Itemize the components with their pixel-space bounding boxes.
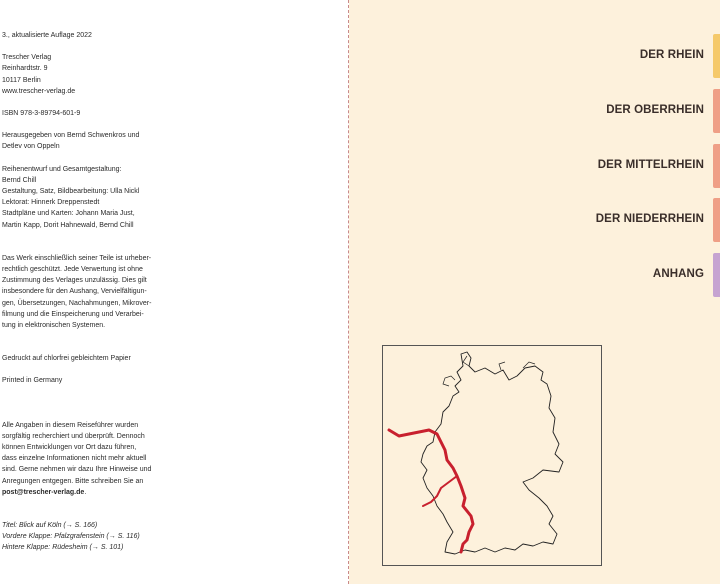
edition: 3., aktualisierte Auflage 2022 xyxy=(2,32,92,39)
credit-line: Titel: Blick auf Köln (→ S. 166) xyxy=(2,522,98,530)
imprint-page xyxy=(0,0,348,584)
copyright-line: filmung und die Einspeicherung und Verarbei- xyxy=(2,310,144,318)
copyright-line: Zustimmung des Verlages unzulässig. Dies gilt xyxy=(2,277,147,285)
isbn: ISBN 978-3-89794-601-9 xyxy=(2,110,81,118)
publisher-name: Trescher Verlag xyxy=(2,54,52,62)
image-credits xyxy=(2,520,162,553)
disclaimer-line: können Entwicklungen vor Ort dazu führen, xyxy=(2,444,137,452)
copyright-line: insbesondere für den Aushang, Vervielfältigun- xyxy=(2,288,147,296)
copyright-line: rechtlich geschützt. Jede Verwertung ist ohne xyxy=(2,266,143,274)
imprint-text xyxy=(2,30,162,553)
disclaimer-line: sorgfältig recherchiert und überprüft. Dennoch xyxy=(2,432,145,440)
credit-line: Hintere Klappe: Rüdesheim (→ S. 101) xyxy=(2,544,124,552)
design-line: Bernd Chill xyxy=(2,176,37,184)
disclaimer-email-line xyxy=(2,487,162,498)
coast-detail xyxy=(443,356,535,386)
chapter-anhang[interactable]: ANHANG xyxy=(652,268,704,280)
publisher-web-link[interactable]: www.trescher-verlag.de xyxy=(2,87,76,95)
copyright-line: tung in elektronischen Systemen. xyxy=(2,322,106,330)
chapter-tab-der-niederrhein[interactable] xyxy=(713,198,720,242)
rhine-tributary xyxy=(423,476,457,506)
design-line: Martin Kapp, Dorit Hahnewald, Bernd Chill xyxy=(2,221,134,229)
overview-map xyxy=(382,345,602,566)
design-line: Lektorat: Hinnerk Dreppenstedt xyxy=(2,199,100,207)
editors-line: Detlev von Oppeln xyxy=(2,143,60,151)
design-line: Reihenentwurf und Gesamtgestaltung: xyxy=(2,165,122,173)
chapter-der-rhein[interactable]: DER RHEIN xyxy=(639,49,704,61)
printed-note: Printed in Germany xyxy=(2,377,63,385)
disclaimer-line: Alle Angaben in diesem Reiseführer wurden xyxy=(2,421,139,429)
editors-line: Herausgegeben von Bernd Schwenkros und xyxy=(2,132,140,140)
design-line: Stadtpläne und Karten: Johann Maria Just, xyxy=(2,210,135,218)
chapter-tab-der-rhein[interactable] xyxy=(713,34,720,78)
email-suffix: . xyxy=(84,488,87,496)
disclaimer-line: dass einzelne Informationen nicht mehr aktuell xyxy=(2,455,147,463)
credit-line: Vordere Klappe: Pfalzgrafenstein (→ S. 116) xyxy=(2,533,140,541)
chapter-tab-der-oberrhein[interactable] xyxy=(713,89,720,133)
chapter-der-mittelrhein[interactable]: DER MITTELRHEIN xyxy=(597,159,704,171)
chapter-der-niederrhein[interactable]: DER NIEDERRHEIN xyxy=(595,213,704,225)
paper-note: Gedruckt auf chlorfrei gebleichtem Papier xyxy=(2,355,131,363)
germany-outline xyxy=(421,352,563,554)
copyright-line: gen, Übersetzungen, Nachahmungen, Mikrover- xyxy=(2,299,152,307)
disclaimer-line: Anregungen entgegen. Bitte schreiben Sie an xyxy=(2,477,144,485)
rhine-river xyxy=(389,430,473,552)
chapter-tab-anhang[interactable] xyxy=(713,253,720,297)
disclaimer-line: sind. Gerne nehmen wir dazu Ihre Hinweise und xyxy=(2,466,152,474)
publisher-city: 10117 Berlin xyxy=(2,76,41,84)
email-link[interactable]: post@trescher-verlag.de xyxy=(2,488,85,496)
germany-map-graphic xyxy=(383,346,601,565)
design-line: Gestaltung, Satz, Bildbearbeitung: Ulla Nickl xyxy=(2,188,140,196)
copyright-line: Das Werk einschließlich seiner Teile ist urheber- xyxy=(2,254,152,262)
chapter-tab-der-mittelrhein[interactable] xyxy=(713,144,720,188)
chapter-der-oberrhein[interactable]: DER OBERRHEIN xyxy=(606,104,704,116)
publisher-street: Reinhardtstr. 9 xyxy=(2,65,48,73)
